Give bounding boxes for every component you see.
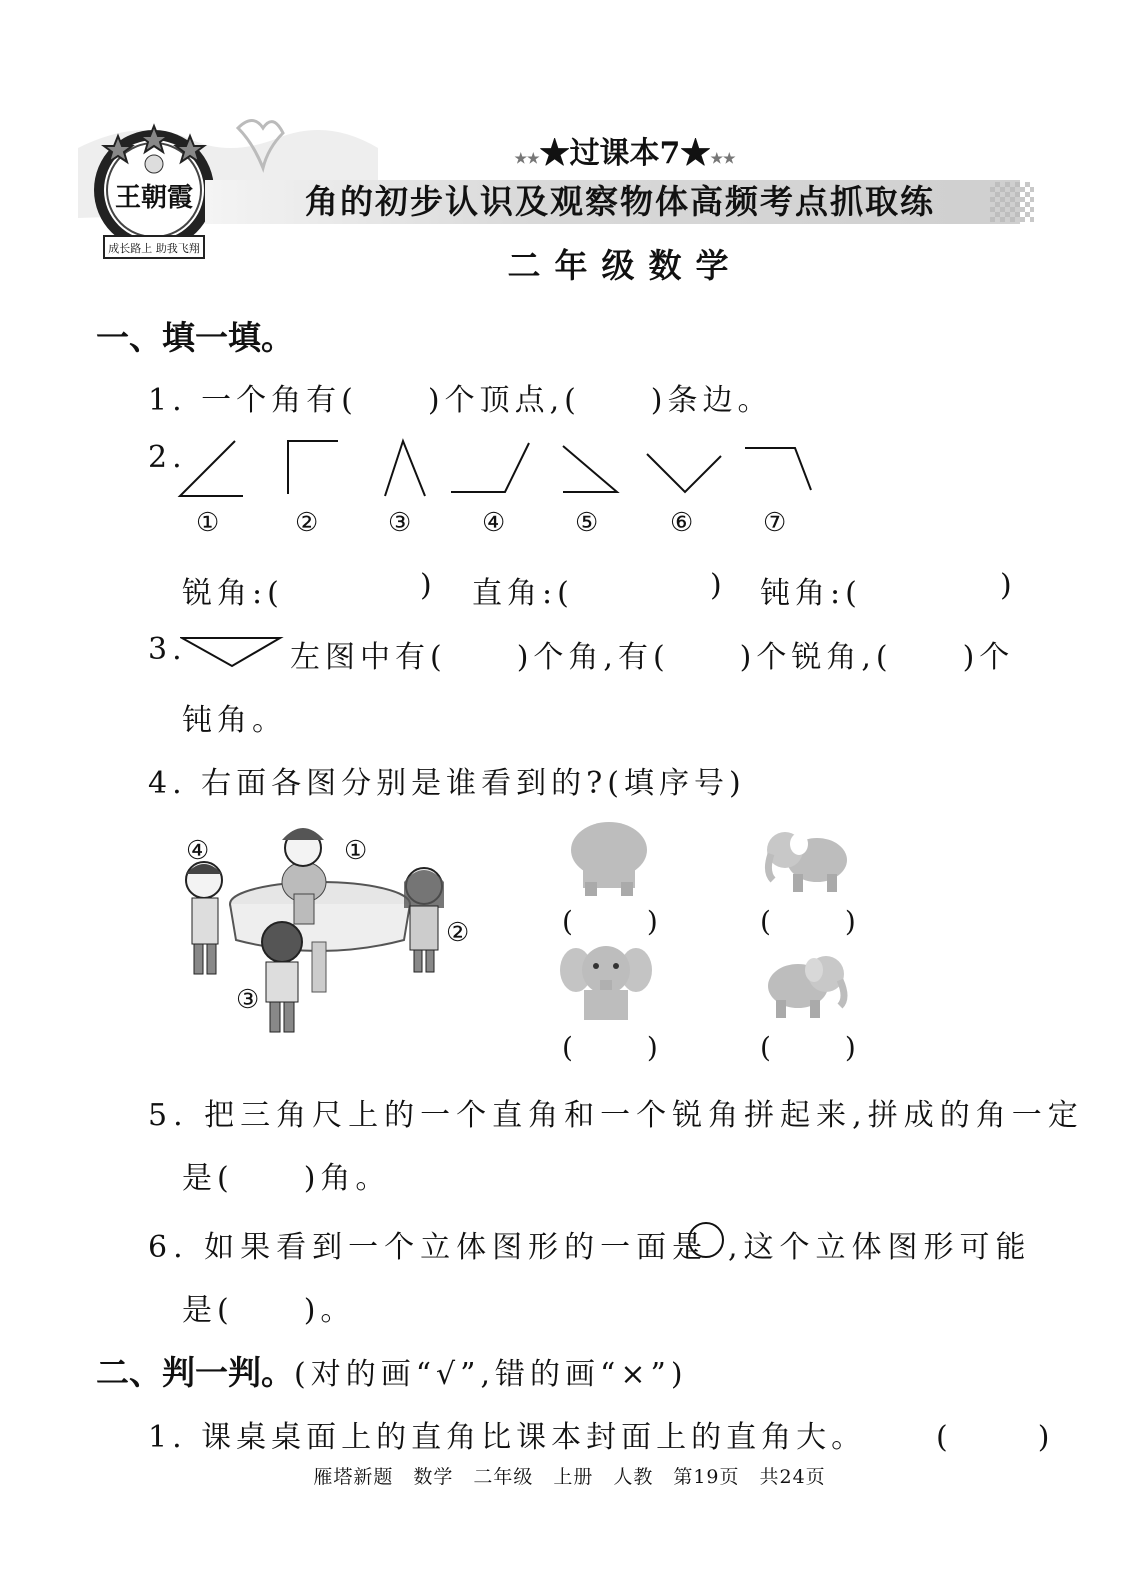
person-label-4: ④: [186, 836, 210, 866]
angle-4: [451, 443, 529, 492]
question-2-1-answer: ( ): [936, 1420, 1060, 1455]
page-subtitle: 二年级数学: [507, 246, 743, 285]
answer-paren-front: ( ): [562, 1031, 664, 1064]
angle-5: [563, 446, 617, 492]
answer-paren-side-right: ( ): [760, 1031, 862, 1064]
answer-paren-back: ( ): [562, 905, 664, 938]
triangle-figure: [180, 636, 284, 670]
right-answer-close: ): [710, 568, 727, 603]
question-1-1: 1. 一个角有( )个顶点,( )条边。: [148, 383, 773, 418]
angle-1: [180, 441, 243, 496]
angle-label-3: ③: [388, 508, 412, 538]
question-1-6-part1: 6. 如果看到一个立体图形的一面是: [148, 1230, 709, 1265]
angle-7: [745, 448, 811, 490]
person-label-3: ③: [236, 985, 260, 1015]
page-title: 角的初步认识及观察物体高频考点抓取练: [305, 182, 935, 221]
angle-2: [288, 441, 338, 494]
answer-paren-side-left: ( ): [760, 905, 862, 938]
obtuse-answer-close: ): [1000, 568, 1017, 603]
banner-pattern: [990, 182, 1034, 222]
person-label-2: ②: [446, 918, 470, 948]
person-label-1: ①: [344, 836, 368, 866]
svg-text:成长路上 助我飞翔: 成长路上 助我飞翔: [108, 242, 200, 255]
question-1-2-number: 2.: [148, 440, 187, 475]
question-1-6-cont: 是( )。: [182, 1293, 356, 1328]
section2-heading: 二、判一判。: [96, 1353, 294, 1392]
circle-face-icon: [686, 1220, 726, 1260]
obtuse-answer-label: 钝角:(: [760, 576, 862, 611]
question-1-5-cont: 是( )角。: [182, 1161, 391, 1196]
question-1-3: 左图中有( )个角,有( )个锐角,( )个: [290, 640, 1015, 675]
angle-figures: [175, 438, 825, 508]
question-2-1: 1. 课桌桌面上的直角比课本封面上的直角大。: [148, 1420, 867, 1455]
question-1-5: 5. 把三角尺上的一个直角和一个锐角拼起来,拼成的角一定: [148, 1098, 1084, 1133]
angle-label-4: ④: [482, 508, 506, 538]
angle-label-2: ②: [295, 508, 319, 538]
angle-label-1: ①: [196, 508, 220, 538]
question-1-6-part2: ,这个立体图形可能: [728, 1230, 1032, 1265]
acute-answer-label: 锐角:(: [182, 576, 284, 611]
angle-label-5: ⑤: [575, 508, 599, 538]
elephant-side-view-right: [760, 940, 852, 1024]
angle-label-6: ⑥: [670, 508, 694, 538]
series-label: ★★★过课本7★★★: [514, 136, 736, 171]
elephant-front-view: [560, 940, 652, 1024]
elephant-back-view: [565, 820, 655, 898]
right-answer-label: 直角:(: [472, 576, 574, 611]
question-1-4: 4. 右面各图分别是谁看到的?(填序号): [148, 766, 746, 801]
logo-lettering: 王朝霞: [114, 183, 194, 213]
acute-answer-close: ): [420, 568, 437, 603]
section2-note: (对的画“√”,错的画“×”): [294, 1357, 688, 1392]
angle-label-7: ⑦: [763, 508, 787, 538]
question-1-3-cont: 钝角。: [182, 703, 287, 738]
angle-3: [385, 441, 425, 496]
section2-heading-row: [96, 1347, 688, 1394]
section1-heading: 一、填一填。: [96, 318, 294, 357]
question-1-3-number: 3.: [148, 632, 187, 667]
angle-6: [647, 454, 721, 492]
page-footer: 雁塔新题 数学 二年级 上册 人教 第19页 共24页: [313, 1466, 826, 1488]
elephant-side-view-left: [763, 820, 853, 898]
